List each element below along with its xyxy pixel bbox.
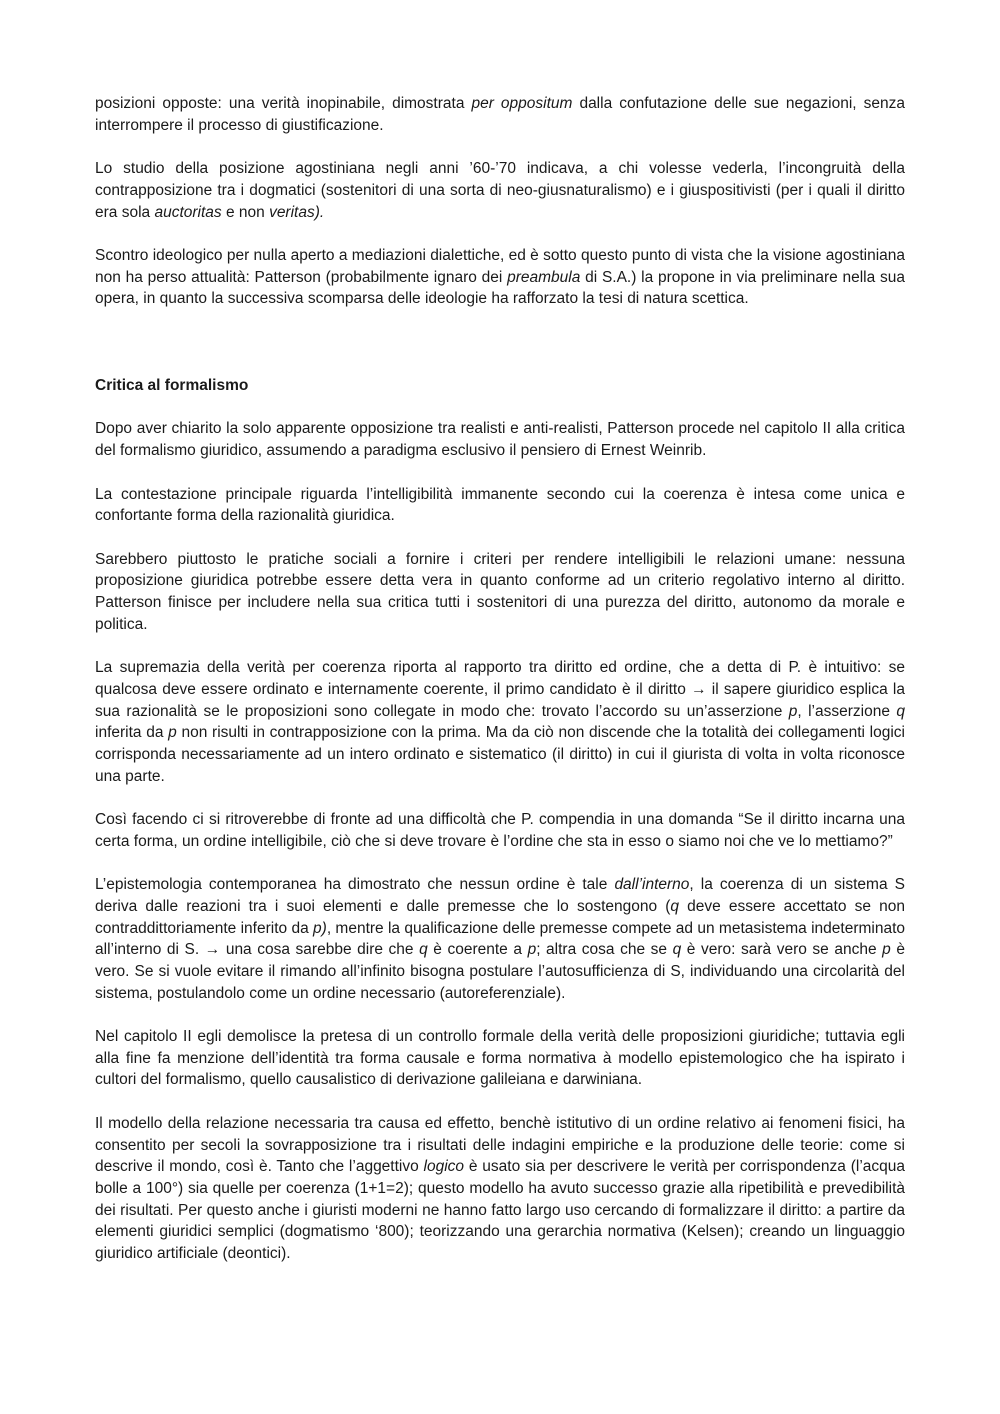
paragraph-2 [95, 158, 905, 223]
italic-run: q [896, 702, 905, 720]
text-run: deve essere accettato se non contraddittoriamente inferito da [95, 897, 905, 937]
text-run: L’epistemologia contemporanea ha dimostrato che nessun ordine è tale [95, 876, 615, 894]
paragraph-3 [95, 245, 905, 310]
paragraph-7 [95, 657, 905, 787]
italic-run: logico [423, 1158, 465, 1176]
italic-run: per oppositum [471, 95, 573, 112]
section-heading: Critica al formalismo [95, 377, 249, 395]
paragraph-6: Sarebbero piuttosto le pratiche sociali a fornire i criteri per rendere intelligibili le relazioni umane: nessuna proposizione giuridica potrebbe essere detta vera in quanto conforme ad un criterio regolativo interno al diritto. Patterson finisce per includere nella sua critica tutti i sostenitori di una purezza del diritto, autonomo da morale e politica. [95, 550, 905, 633]
paragraph-1 [95, 93, 905, 136]
italic-run: veritas). [269, 203, 325, 221]
text-run: , la coerenza di un sistema S deriva dalle reazioni tra i suoi elementi e dalle premesse che lo sostengono ( [95, 876, 905, 915]
italic-run: p [527, 941, 537, 959]
text-run: Lo studio della posizione agostiniana negli anni ’60-’70 indicava, a chi volesse vederla, l’incongruità della contrapposizione tra i dogmatici (sostenitori di una sorta di neo-giusnaturalismo) e i giuspositivisti (per i quali il diritto era sola [95, 160, 905, 221]
text-run: ; altra cosa che se [536, 941, 673, 959]
text-run: è coerente a [427, 941, 528, 959]
document-page [95, 93, 905, 1286]
italic-run: p [788, 702, 798, 720]
paragraph-9 [95, 874, 905, 1004]
paragraph-4: Dopo aver chiarito la solo apparente opposizione tra realisti e anti-realisti, Patterson procede nel capitolo II alla critica del formalismo giuridico, assumendo a paradigma esclusivo il pensiero di Ernest Weinrib. [95, 420, 905, 460]
italic-run: p) [313, 919, 327, 937]
italic-run: q [670, 897, 680, 915]
text-run: non risulti in contrapposizione con la prima. Ma da ciò non discende che la totalità dei collegamenti logici corrisponda necessariamente ad un intero ordinato e sistematico (il diritto) in cui il giurista di volta in volta riconosce una parte. [95, 724, 905, 785]
text-run: è vero. Se si vuole evitare il rimando all’infinito bisogna postulare l’autosufficienza di S, individuando una circolarità del sistema, postulandolo come un ordine necessario (autoreferenziale). [95, 941, 905, 1002]
paragraph-5: La contestazione principale riguarda l’intelligibilità immanente secondo cui la coerenza è intesa come unica e confortante forma della razionalità giuridica. [95, 485, 905, 525]
italic-run: q [419, 941, 428, 959]
text-run: di S.A.) la propone in via preliminare nella sua opera, in quanto la successiva scomparsa delle ideologie ha rafforzato la tesi di natura scettica. [95, 268, 905, 308]
text-run: , mentre la qualificazione delle premesse compete ad un metasistema indeterminato all’interno di S. → una cosa sarebbe dire che [95, 919, 906, 959]
text-run: inferita da [95, 724, 169, 742]
italic-run: p [168, 724, 177, 742]
italic-run: q [672, 941, 682, 959]
paragraph-8: Così facendo ci si ritroverebbe di fronte ad una difficoltà che P. compendia in una domanda “Se il diritto incarna una certa forma, un ordine intelligibile, ciò che si deve trovare è l’ordine che sta in esso o siamo noi che ve lo mettiamo?” [95, 811, 905, 850]
text-run: dalla confutazione delle sue negazioni, senza interrompere il processo di giustificazione. [95, 95, 905, 134]
paragraph-11 [95, 1113, 905, 1265]
text-run: è usato sia per descrivere le verità per corrispondenza (l’acqua bolle a 100°) sia quelle per coerenza (1+1=2); questo modello ha avuto successo grazie alla ripetibilità e prevedibilità dei risultati. Per questo anche i giuristi moderni ne hanno fatto largo uso cercando di formalizzare il diritto: a partire da elementi giuridici semplici (dogmatismo ‘800); teorizzando una gerarchia normativa (Kelsen); creando un linguaggio giuridico artificiale (deontici). [95, 1158, 906, 1263]
italic-run: p [882, 941, 891, 959]
text-run: e non [221, 203, 270, 221]
italic-run: auctoritas [154, 203, 222, 221]
text-run: è vero: sarà vero se anche [681, 941, 883, 959]
text-run: posizioni opposte: una verità inopinabile, dimostrata [95, 95, 472, 112]
italic-run: preambula [507, 268, 581, 286]
paragraph-10: Nel capitolo II egli demolisce la pretesa di un controllo formale della verità delle proposizioni giuridiche; tuttavia egli alla fine fa menzione dell’identità tra forma causale e forma normativa à modello epistemologico che ha ispirato i cultori del formalismo, quello causalistico di derivazione galileiana e darwiniana. [95, 1028, 905, 1089]
text-run: La supremazia della verità per coerenza riporta al rapporto tra diritto ed ordine, che a detta di P. è intuitivo: se qualcosa deve essere ordinato e internamente coerente, il primo candidato è il diritto → il sapere giuridico esplica la sua razionalità se le proposizioni sono collegate in modo che: trovato l’accordo su un’asserzione [95, 659, 905, 720]
text-run: , l’asserzione [797, 702, 897, 720]
section-spacer [95, 332, 905, 375]
italic-run: dall’interno [614, 876, 690, 894]
text-run: Scontro ideologico per nulla aperto a mediazioni dialettiche, ed è sotto questo punto di vista che la visione agostiniana non ha perso attualità: Patterson (probabilmente ignaro dei [95, 246, 905, 286]
text-run: Il modello della relazione necessaria tra causa ed effetto, benchè istitutivo di un ordine relativo ai fenomeni fisici, ha consentito per secoli la sovrapposizione tra i risultati delle indagini empiriche e la produzione delle teorie: come si descrive il mondo, così è. Tanto che l’aggettivo [95, 1114, 905, 1176]
